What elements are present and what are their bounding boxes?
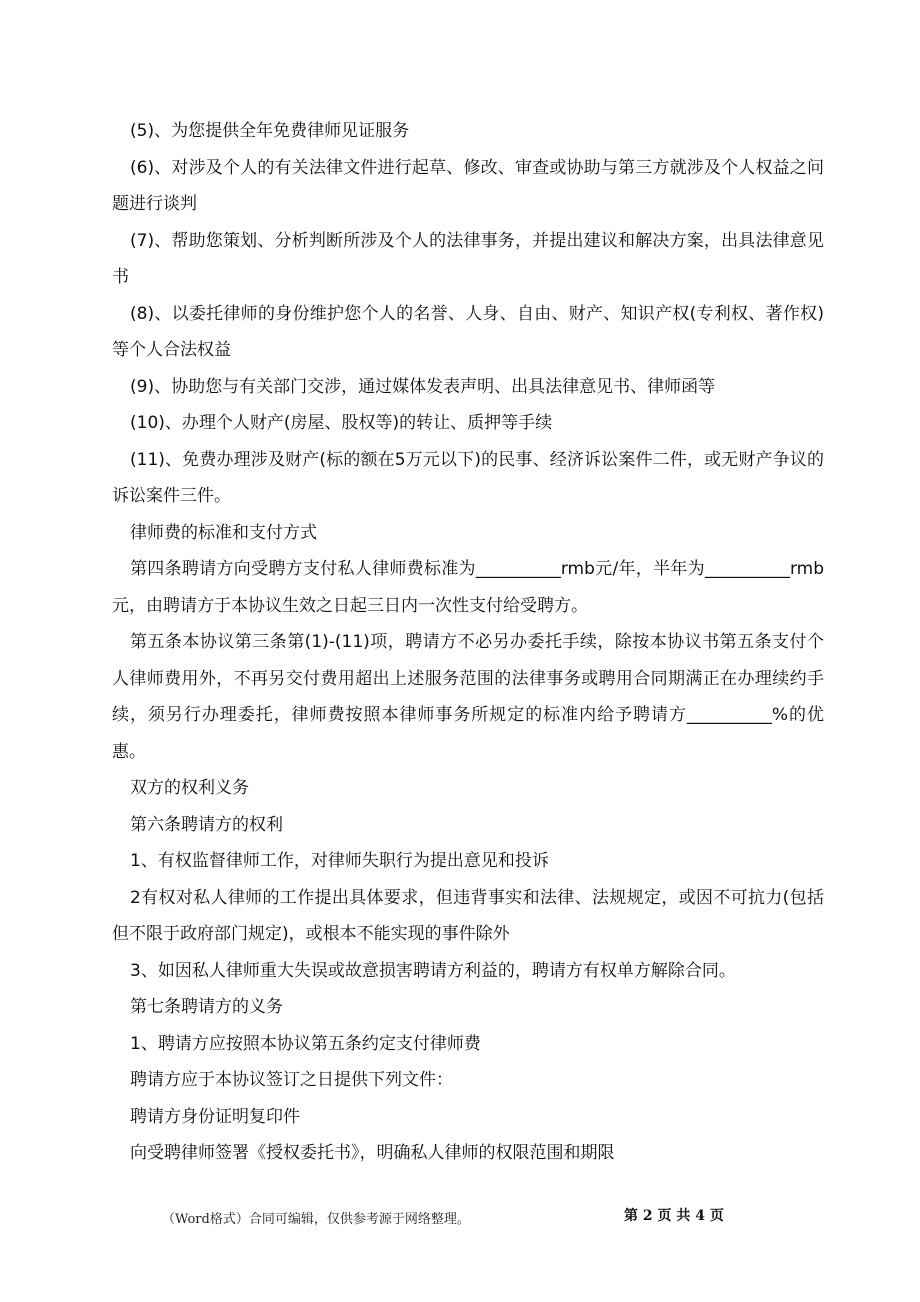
document-body (112, 113, 824, 1172)
article-heading: 第六条聘请方的权利 (130, 814, 283, 835)
paragraph: 向受聘律师签署《授权委托书》，明确私人律师的权限范围和期限 (130, 1143, 615, 1163)
paragraph: (6)、对涉及个人的有关法律文件进行起草、修改、审查或协助与第三方就涉及个人权益之问题进行谈判 (112, 157, 824, 214)
paragraph: (9)、协助您与有关部门交涉，通过媒体发表声明、出具法律意见书、律师函等 (130, 376, 716, 397)
section-heading: 双方的权利义务 (130, 778, 249, 798)
page-number: 第 2 页 共 4 页 (624, 1208, 724, 1224)
paragraph: (7)、帮助您策划、分析判断所涉及个人的法律事务，并提出建议和解决方案，出具法律意见书 (112, 230, 824, 287)
paragraph: (5)、为您提供全年免费律师见证服务 (130, 121, 410, 141)
paragraph: 3、如因私人律师重大失误或故意损害聘请方利益的，聘请方有权单方解除合同。 (130, 960, 736, 981)
paragraph: 2有权对私人律师的工作提出具体要求，但违背事实和法律、法规规定，或因不可抗力(包括但不限于政府部门规定)，或根本不能实现的事件除外 (112, 887, 824, 944)
paragraph: 1、有权监督律师工作，对律师失职行为提出意见和投诉 (130, 851, 549, 871)
section-heading: 律师费的标准和支付方式 (130, 522, 317, 543)
paragraph: 第五条本协议第三条第(1)-(11)项，聘请方不必另办委托手续，除按本协议书第五条支付个人律师费用外，不再另交付费用超出上述服务范围的法律事务或聘用合同期满正在办理续约手续，须另行办理委托，律师费按照本律师事务所规定的标准内给予聘请方__________%的优惠。 (112, 632, 824, 762)
footer-note: （Word格式）合同可编辑，仅供参考源于网络整理。 (162, 1212, 470, 1227)
article-heading: 第七条聘请方的义务 (130, 997, 283, 1017)
paragraph: (8)、以委托律师的身份维护您个人的名誉、人身、自由、财产、知识产权(专利权、著作权)等个人合法权益 (112, 303, 824, 360)
paragraph: (10)、办理个人财产(房屋、股权等)的转让、质押等手续 (130, 413, 553, 433)
paragraph: 第四条聘请方向受聘方支付私人律师费标准为__________rmb元/年，半年为__________rmb元，由聘请方于本协议生效之日起三日内一次性支付给受聘方。 (112, 559, 824, 616)
paragraph: (11)、免费办理涉及财产(标的额在5万元以下)的民事、经济诉讼案件二件，或无财产争议的诉讼案件三件。 (112, 449, 824, 506)
paragraph: 聘请方身份证明复印件 (130, 1106, 300, 1127)
paragraph: 1、聘请方应按照本协议第五条约定支付律师费 (130, 1033, 481, 1054)
paragraph: 聘请方应于本协议签订之日提供下列文件： (130, 1070, 453, 1090)
